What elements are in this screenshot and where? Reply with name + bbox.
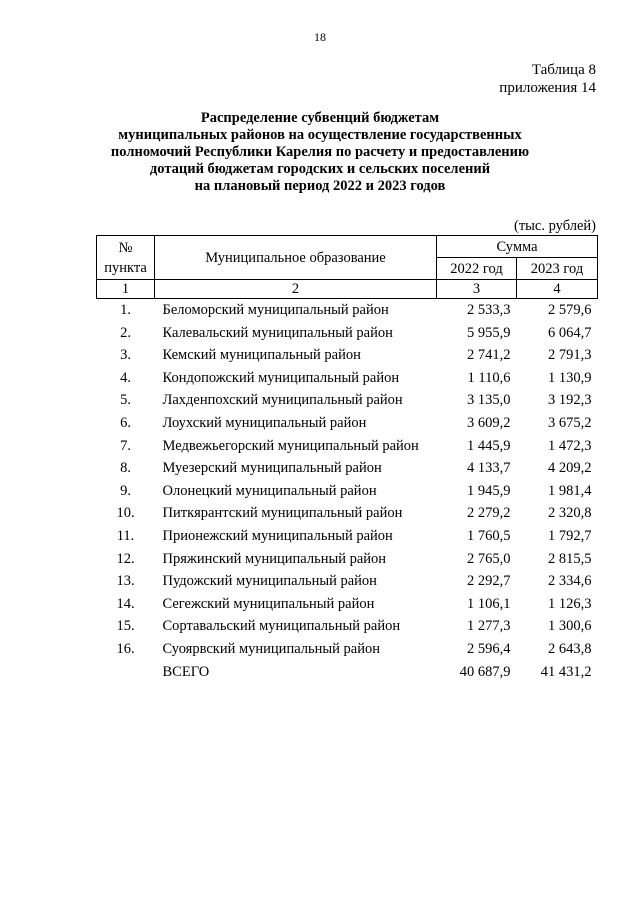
municipality-name: Суоярвский муниципальный район (162, 640, 380, 657)
municipality-name: Кемский муниципальный район (162, 347, 361, 364)
header-item-number-line1: № (118, 239, 133, 256)
table-reference (499, 61, 596, 97)
value-2023: 4 209,2 (548, 460, 592, 477)
table-row (97, 457, 598, 480)
title-line: муниципальных районов на осуществление государственных (118, 127, 522, 143)
value-2023: 2 334,6 (548, 573, 592, 590)
row-number: 12. (116, 550, 135, 567)
table-row (97, 570, 598, 593)
municipality-name: Питкярантский муниципальный район (162, 505, 403, 522)
row-number: 3. (120, 347, 131, 364)
value-2022: 5 955,9 (467, 324, 511, 341)
municipality-name: Лоухский муниципальный район (162, 414, 367, 431)
value-2023: 2 643,8 (548, 640, 592, 657)
table-row (97, 299, 598, 322)
table-reference-line1: Таблица 8 (531, 62, 596, 78)
total-2023: 41 431,2 (540, 663, 592, 680)
header-year-2022: 2022 год (437, 258, 517, 280)
column-number: 4 (517, 280, 598, 299)
subvention-table (96, 235, 598, 683)
total-row (97, 661, 598, 684)
value-2023: 1 792,7 (548, 527, 592, 544)
value-2023: 1 130,9 (548, 369, 592, 386)
row-number: 16. (116, 640, 135, 657)
table-reference-line2: приложения 14 (499, 80, 596, 96)
column-number: 3 (437, 280, 517, 299)
value-2022: 2 596,4 (467, 640, 511, 657)
municipality-name: Медвежьегорский муниципальный район (162, 437, 419, 454)
value-2022: 2 292,7 (467, 573, 511, 590)
municipality-name: Пряжинский муниципальный район (162, 550, 387, 567)
value-2023: 2 320,8 (548, 505, 592, 522)
value-2022: 3 609,2 (467, 414, 511, 431)
title-line: на плановый период 2022 и 2023 годов (194, 178, 446, 194)
value-2023: 2 815,5 (548, 550, 592, 567)
title-line: полномочий Республики Карелия по расчету и предоставлению (110, 144, 530, 160)
municipality-name: Пудожский муниципальный район (162, 573, 377, 590)
value-2023: 3 192,3 (548, 392, 592, 409)
value-2023: 1 981,4 (548, 482, 592, 499)
row-number: 5. (120, 392, 131, 409)
column-number: 1 (97, 280, 155, 299)
title-line: Распределение субвенций бюджетам (200, 110, 440, 126)
table-row (97, 593, 598, 616)
value-2022: 1 945,9 (467, 482, 511, 499)
value-2022: 2 741,2 (467, 347, 511, 364)
row-number: 14. (116, 595, 135, 612)
value-2022: 4 133,7 (467, 460, 511, 477)
row-number: 7. (120, 437, 131, 454)
municipality-name: Олонецкий муниципальный район (162, 482, 377, 499)
table-header (97, 236, 598, 299)
value-2023: 1 300,6 (548, 618, 592, 635)
row-number: 2. (120, 324, 131, 341)
table-row (97, 435, 598, 458)
municipality-name: Лахденпохский муниципальный район (162, 392, 403, 409)
table-row (97, 525, 598, 548)
municipality-name: Сортавальский муниципальный район (162, 618, 401, 635)
municipality-name: Прионежский муниципальный район (162, 527, 393, 544)
value-2022: 1 760,5 (467, 527, 511, 544)
header-item-number-line2: пункта (104, 259, 147, 276)
total-2022: 40 687,9 (459, 663, 511, 680)
table-row (97, 412, 598, 435)
municipality-name: Калевальский муниципальный район (162, 324, 393, 341)
municipality-name: Кондопожский муниципальный район (162, 369, 400, 386)
table-row (97, 344, 598, 367)
row-number: 9. (120, 482, 131, 499)
units-label: (тыс. рублей) (514, 218, 596, 234)
row-number: 15. (116, 618, 135, 635)
column-number: 2 (155, 280, 437, 299)
municipality-name: Сегежский муниципальный район (162, 595, 375, 612)
header-sum: Сумма (437, 236, 598, 258)
value-2022: 1 110,6 (467, 369, 511, 386)
value-2022: 1 106,1 (467, 595, 511, 612)
title-line: дотаций бюджетам городских и сельских поселений (149, 161, 491, 177)
row-number: 11. (116, 527, 135, 544)
value-2023: 3 675,2 (548, 414, 592, 431)
value-2023: 1 126,3 (548, 595, 592, 612)
municipality-name: Беломорский муниципальный район (162, 302, 389, 318)
header-municipality: Муниципальное образование (155, 236, 437, 280)
table-row (97, 638, 598, 661)
municipality-name: Муезерский муниципальный район (162, 460, 382, 477)
table-row (97, 322, 598, 345)
table-row (97, 615, 598, 638)
row-number: 1. (120, 302, 131, 318)
value-2022: 2 533,3 (467, 302, 511, 318)
table-row (97, 367, 598, 390)
value-2023: 6 064,7 (548, 324, 592, 341)
header-item-number (97, 236, 155, 280)
table-row (97, 502, 598, 525)
value-2023: 2 579,6 (548, 302, 592, 318)
value-2022: 2 765,0 (467, 550, 511, 567)
value-2022: 2 279,2 (467, 505, 511, 522)
table-row (97, 480, 598, 503)
page-number: 18 (314, 30, 326, 44)
value-2023: 1 472,3 (548, 437, 592, 454)
value-2022: 1 277,3 (467, 618, 511, 635)
document-title (0, 110, 640, 195)
row-number: 13. (116, 573, 135, 590)
row-number: 6. (120, 414, 131, 431)
row-number: 4. (120, 369, 131, 386)
total-label: ВСЕГО (162, 663, 210, 680)
value-2022: 3 135,0 (467, 392, 511, 409)
row-number: 10. (116, 505, 135, 522)
table-row (97, 389, 598, 412)
header-year-2023: 2023 год (517, 258, 598, 280)
table-row (97, 548, 598, 571)
value-2023: 2 791,3 (548, 347, 592, 364)
table-body (97, 299, 598, 684)
row-number: 8. (120, 460, 131, 477)
value-2022: 1 445,9 (467, 437, 511, 454)
